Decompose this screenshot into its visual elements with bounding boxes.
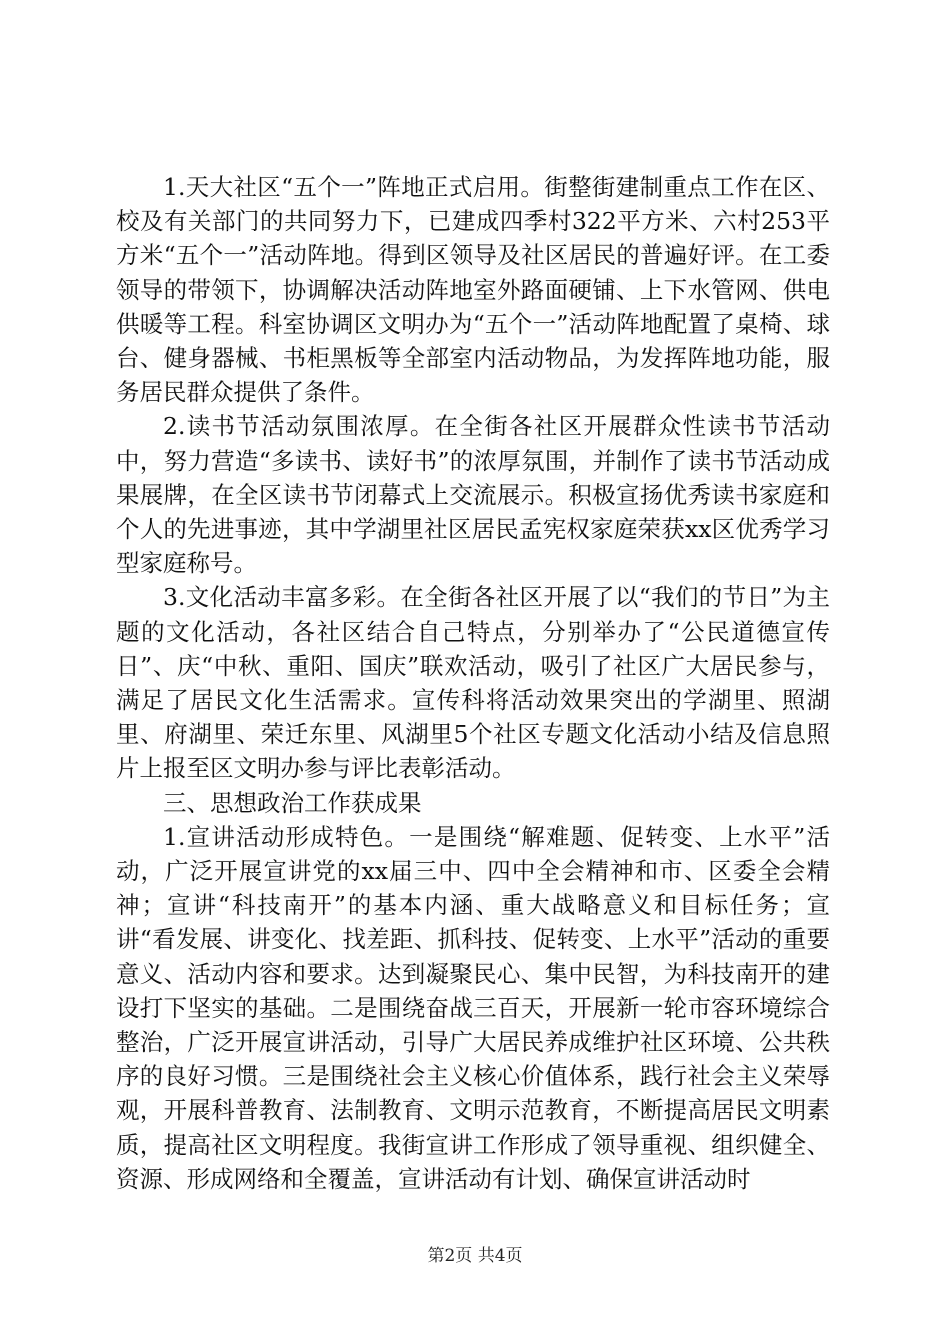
paragraph-five-ones-venue: 1.天大社区“五个一”阵地正式启用。街整街建制重点工作在区、校及有关部门的共同努力下，已建成四季村322平方米、六村253平方米“五个一”活动阵地。得到区领导及社区居民的普遍好评。在工委领导的带领下，协调解决活动阵地室外路面硬铺、上下水管网、供电供暖等工程。科室协调区文明办为“五个一”活动阵地配置了桌椅、球台、健身器械、书柜黑板等全部室内活动物品，为发挥阵地功能，服务居民群众提供了条件。	[116, 173, 830, 407]
document-body	[116, 170, 830, 1196]
paragraph-reading-festival: 2.读书节活动氛围浓厚。在全街各社区开展群众性读书节活动中，努力营造“多读书、读好书”的浓厚氛围，并制作了读书节活动成果展牌，在全区读书节闭幕式上交流展示。积极宣扬优秀读书家庭和个人的先进事迹，其中学湖里社区居民孟宪权家庭荣获xx区优秀学习型家庭称号。	[116, 412, 830, 578]
section-heading-ideological-work: 三、思想政治工作获成果	[163, 788, 422, 817]
paragraph-cultural-activities: 3.文化活动丰富多彩。在全街各社区开展了以“我们的节日”为主题的文化活动，各社区结合自己特点，分别举办了“公民道德宣传日”、庆“中秋、重阳、国庆”联欢活动，吸引了社区广大居民参与，满足了居民文化生活需求。宣传科将活动效果突出的学湖里、照湖里、府湖里、荣迁东里、风湖里5个社区专题文化活动小结及信息照片上报至区文明办参与评比表彰活动。	[116, 583, 830, 783]
paragraph-lecture-activities: 1.宣讲活动形成特色。一是围绕“解难题、促转变、上水平”活动，广泛开展宣讲党的xx届三中、四中全会精神和市、区委全会精神；宣讲“科技南开”的基本内涵、重大战略意义和目标任务；宣讲“看发展、讲变化、找差距、抓科技、促转变、上水平”活动的重要意义、活动内容和要求。达到凝聚民心、集中民智，为科技南开的建设打下坚实的基础。二是围绕奋战三百天，开展新一轮市容环境综合整治，广泛开展宣讲活动，引导广大居民养成维护社区环境、公共秩序的良好习惯。三是围绕社会主义核心价值体系，践行社会主义荣辱观，开展科普教育、法制教育、文明示范教育，不断提高居民文明素质，提高社区文明程度。我街宣讲工作形成了领导重视、组织健全、资源、形成网络和全覆盖，宣讲活动有计划、确保宣讲活动时	[116, 822, 830, 1193]
page-footer: 第2页 共4页	[427, 1246, 523, 1266]
